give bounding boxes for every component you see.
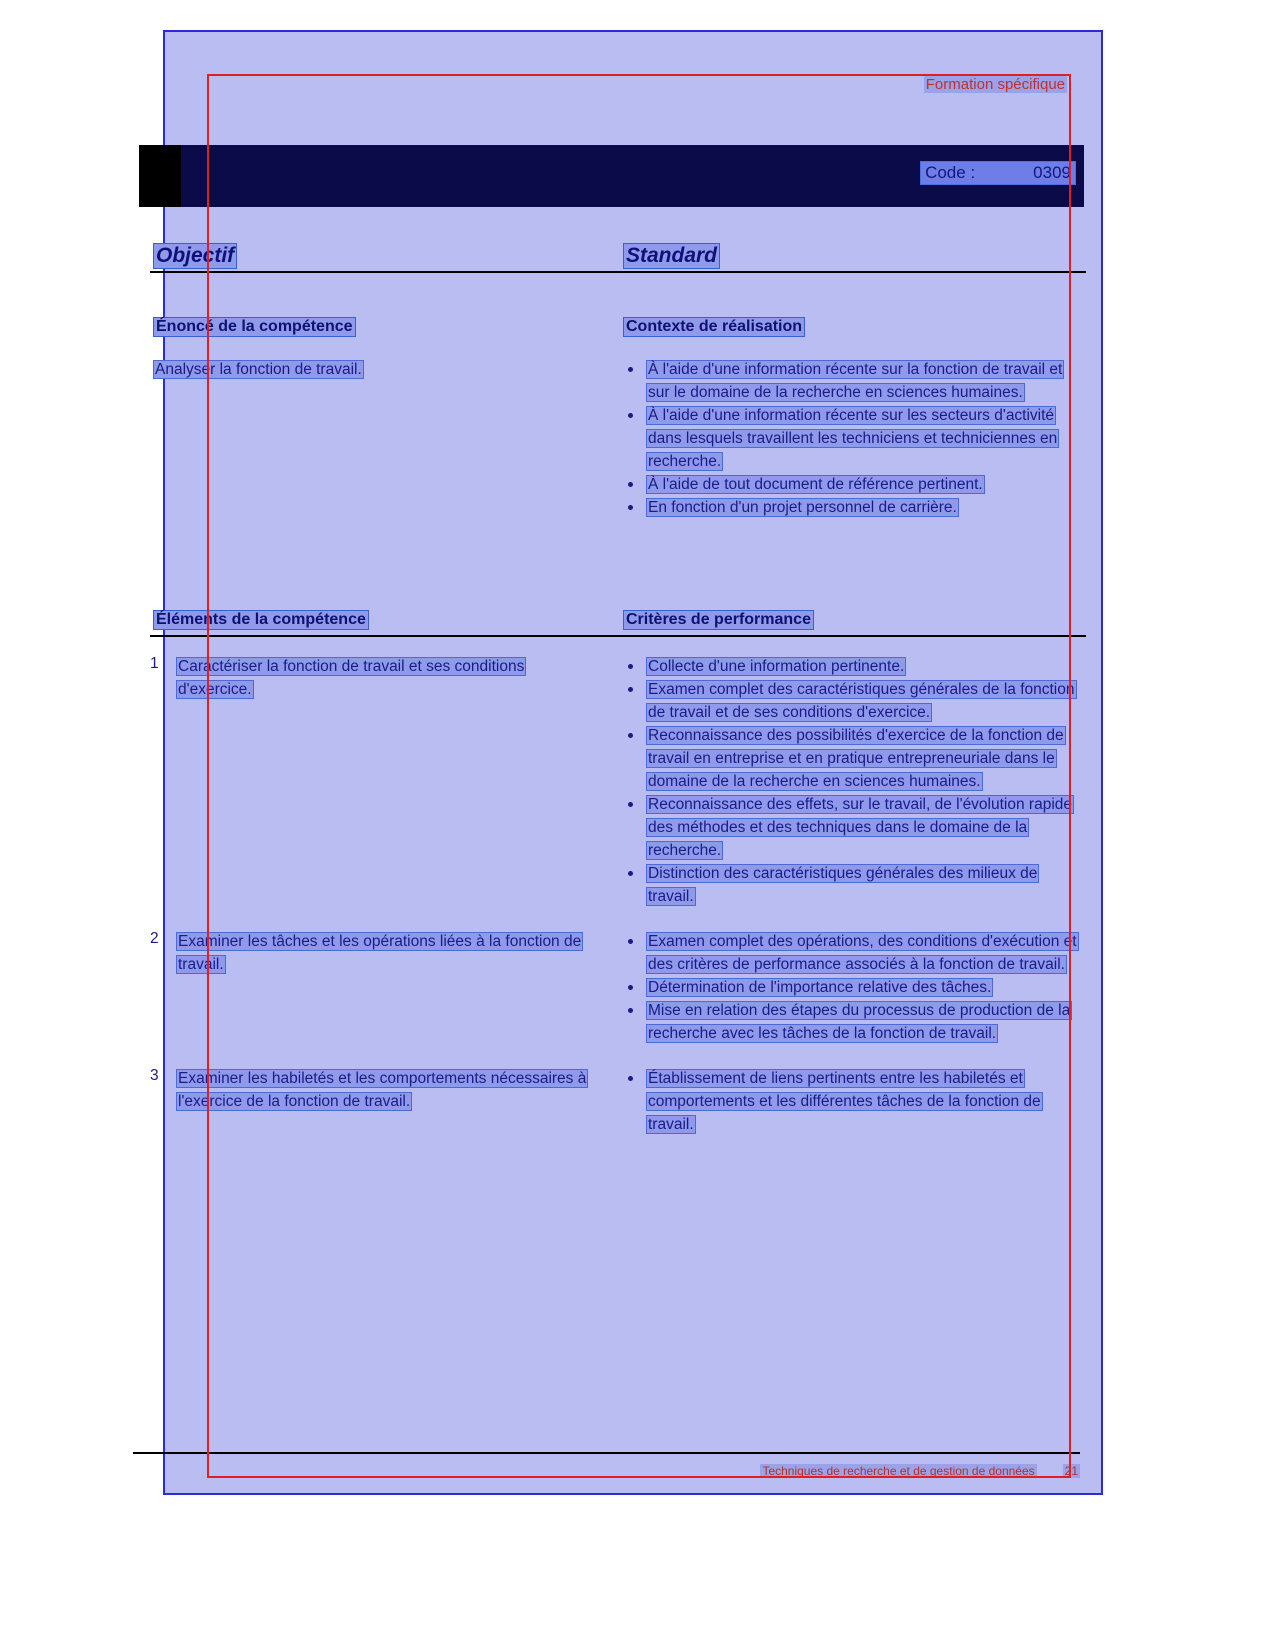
list-item: [623, 404, 1073, 473]
formation-type-label: Formation spécifique: [925, 76, 1065, 93]
list-item: Reconnaissance des effets, sur le travail, de l'évolution rapide des méthodes et des techniques dans le domaine de la recherche.: [623, 793, 1083, 862]
list-item: Examen complet des opérations, des conditions d'exécution et des critères de performance associés à la fonction de travail.: [623, 930, 1083, 976]
subheading-contexte-realisation: Contexte de réalisation: [623, 317, 805, 337]
realisation-context-list: [623, 358, 1073, 519]
table-row: [150, 655, 1085, 908]
subheading-elements-competence: Éléments de la compétence: [153, 610, 369, 630]
footer-program: Techniques de recherche et de gestion de données: [762, 1464, 1035, 1478]
context-item-text: En fonction d'un projet personnel de carrière.: [648, 499, 957, 516]
element-text: Examiner les habiletés et les comportements nécessaires à l'exercice de la fonction de travail.: [178, 1070, 587, 1110]
list-item: Détermination de l'importance relative des tâches.: [623, 976, 1083, 999]
code-box: [920, 161, 1076, 185]
subheading-criteres-performance: Critères de performance: [623, 610, 814, 630]
element-number: 2: [150, 930, 159, 947]
competency-statement-text: Analyser la fonction de travail.: [155, 361, 362, 378]
header-band: [139, 145, 1084, 207]
element-number: 1: [150, 655, 159, 672]
divider-bottom: [133, 1452, 1080, 1454]
element-text: Caractériser la fonction de travail et ses conditions d'exercice.: [178, 658, 525, 698]
divider-top: [150, 271, 1086, 273]
list-item: [623, 496, 1073, 519]
header-black-tab: [139, 145, 181, 207]
divider-middle: [150, 635, 1086, 637]
context-items: [623, 358, 1073, 519]
criteria-items: [623, 655, 1083, 908]
column-title-standard: Standard: [623, 243, 720, 269]
list-item: [623, 358, 1073, 404]
column-title-objectif: Objectif: [153, 243, 237, 269]
context-item-text: À l'aide d'une information récente sur les secteurs d'activité dans lesquels travaillent les techniciens et techniciennes en recherche.: [648, 407, 1058, 470]
element-cell: [150, 655, 620, 908]
page-footer: [640, 1464, 1080, 1478]
list-item: Collecte d'une information pertinente.: [623, 655, 1083, 678]
context-item-text: À l'aide d'une information récente sur la fonction de travail et sur le domaine de la recherche en sciences humaines.: [648, 361, 1063, 401]
element-cell: [150, 1067, 620, 1136]
list-item: [623, 473, 1073, 496]
context-item-text: À l'aide de tout document de référence pertinent.: [648, 476, 983, 493]
code-value: 0309: [1033, 163, 1071, 182]
code-label: Code :: [925, 163, 976, 182]
element-text: Examiner les tâches et les opérations liées à la fonction de travail.: [178, 933, 582, 973]
footer-page-number: 21: [1064, 1464, 1078, 1478]
list-item: Examen complet des caractéristiques générales de la fonction de travail et de ses conditions d'exercice.: [623, 678, 1083, 724]
column-titles: [150, 243, 1085, 273]
element-number: 3: [150, 1067, 159, 1084]
elements-table: [150, 655, 1085, 1158]
subheading-enonce-competence: Énoncé de la compétence: [153, 317, 356, 337]
criteria-cell: [620, 930, 1083, 1045]
criteria-cell: [620, 1067, 1083, 1136]
element-cell: [150, 930, 620, 1045]
list-item: Distinction des caractéristiques générales des milieux de travail.: [623, 862, 1083, 908]
table-row: [150, 930, 1085, 1045]
criteria-cell: [620, 655, 1083, 908]
competency-statement: [153, 358, 593, 381]
list-item: Mise en relation des étapes du processus de production de la recherche avec les tâches de la fonction de travail.: [623, 999, 1083, 1045]
table-row: [150, 1067, 1085, 1136]
criteria-items: [623, 930, 1083, 1045]
list-item: Reconnaissance des possibilités d'exercice de la fonction de travail en entreprise et en pratique entrepreneuriale dans le domaine de la recherche en sciences humaines.: [623, 724, 1083, 793]
list-item: Établissement de liens pertinents entre les habiletés et comportements et les différentes tâches de la fonction de travail.: [623, 1067, 1083, 1136]
criteria-items: [623, 1067, 1083, 1136]
